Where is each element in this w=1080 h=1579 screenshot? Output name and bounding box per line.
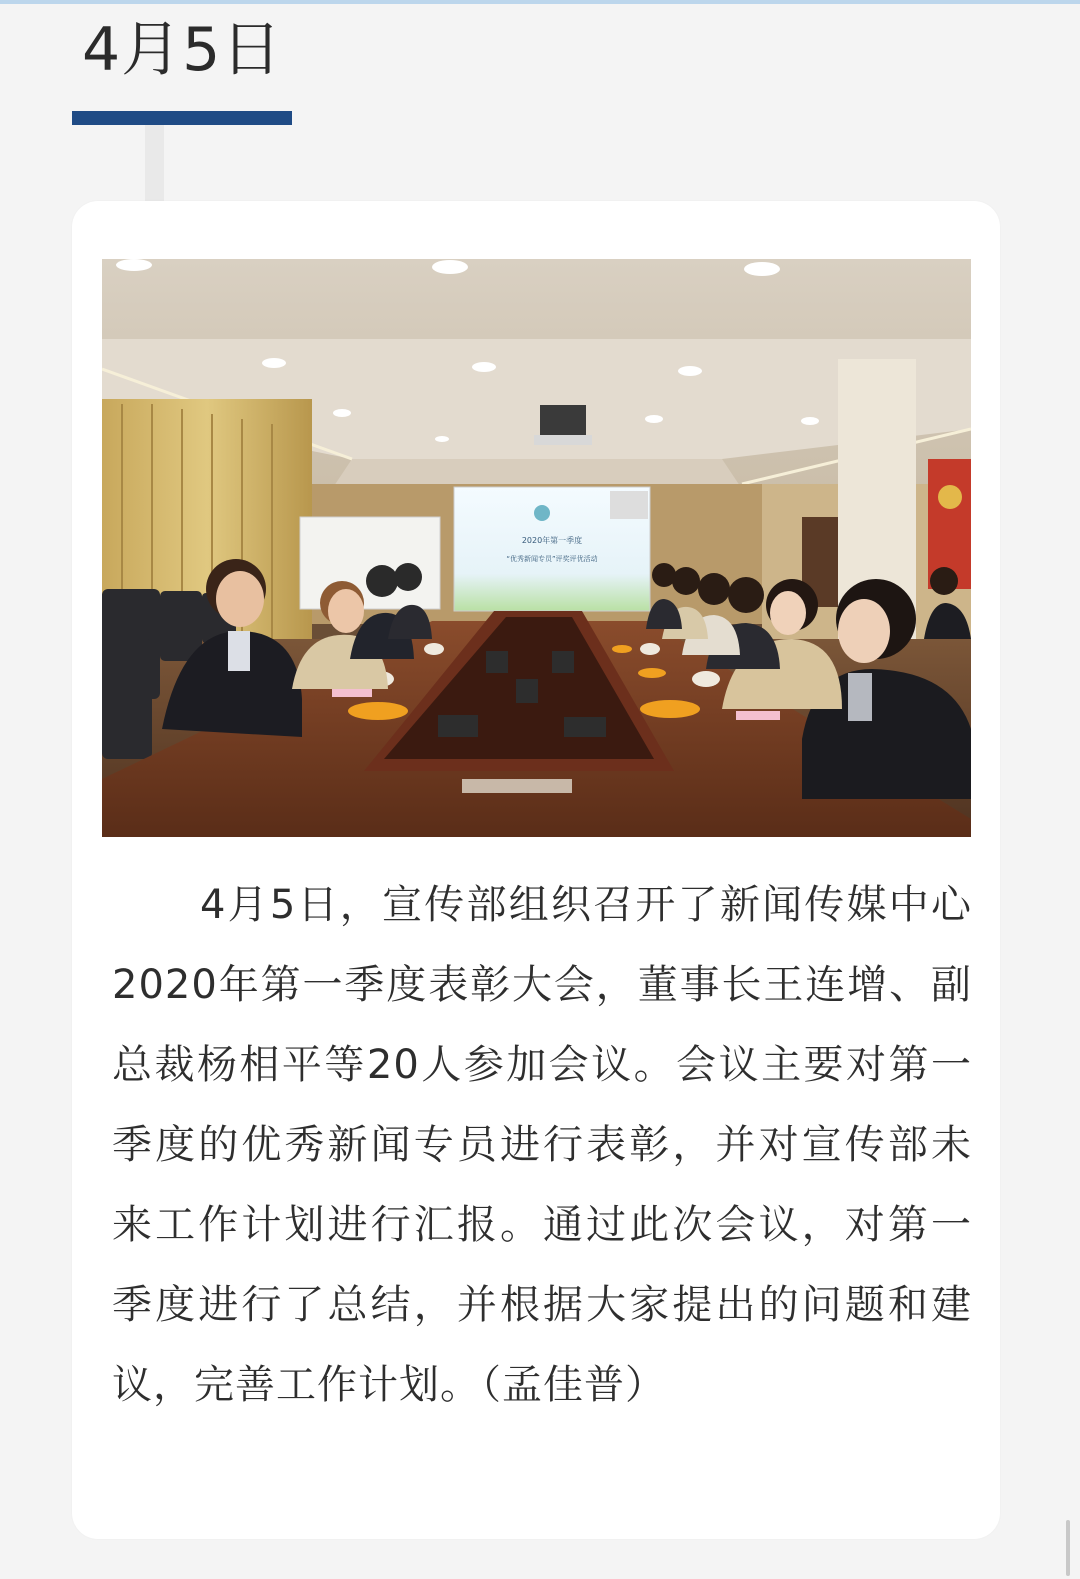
date-heading: 4月5日 (82, 15, 283, 85)
article-card (72, 201, 1000, 1539)
top-border (0, 0, 1080, 4)
meeting-photo[interactable] (102, 259, 971, 837)
screen-line-2: “优秀新闻专员”评奖评优活动 (506, 555, 598, 563)
date-underline (72, 111, 292, 125)
screen-line-1: 2020年第一季度 (521, 536, 583, 545)
article-body: 4月5日，宣传部组织召开了新闻传媒中心2020年第一季度表彰大会，董事长王连增、副总裁杨相平等20人参加会议。会议主要对第一季度的优秀新闻专员进行表彰，并对宣传部未来工作计划进行汇报。通过此次会议，对第一季度进行了总结，并根据大家提出的问题和建议，完善工作计划。（孟佳普） (112, 882, 972, 1408)
timeline-connector (145, 125, 164, 203)
scrollbar[interactable] (1066, 1520, 1070, 1576)
